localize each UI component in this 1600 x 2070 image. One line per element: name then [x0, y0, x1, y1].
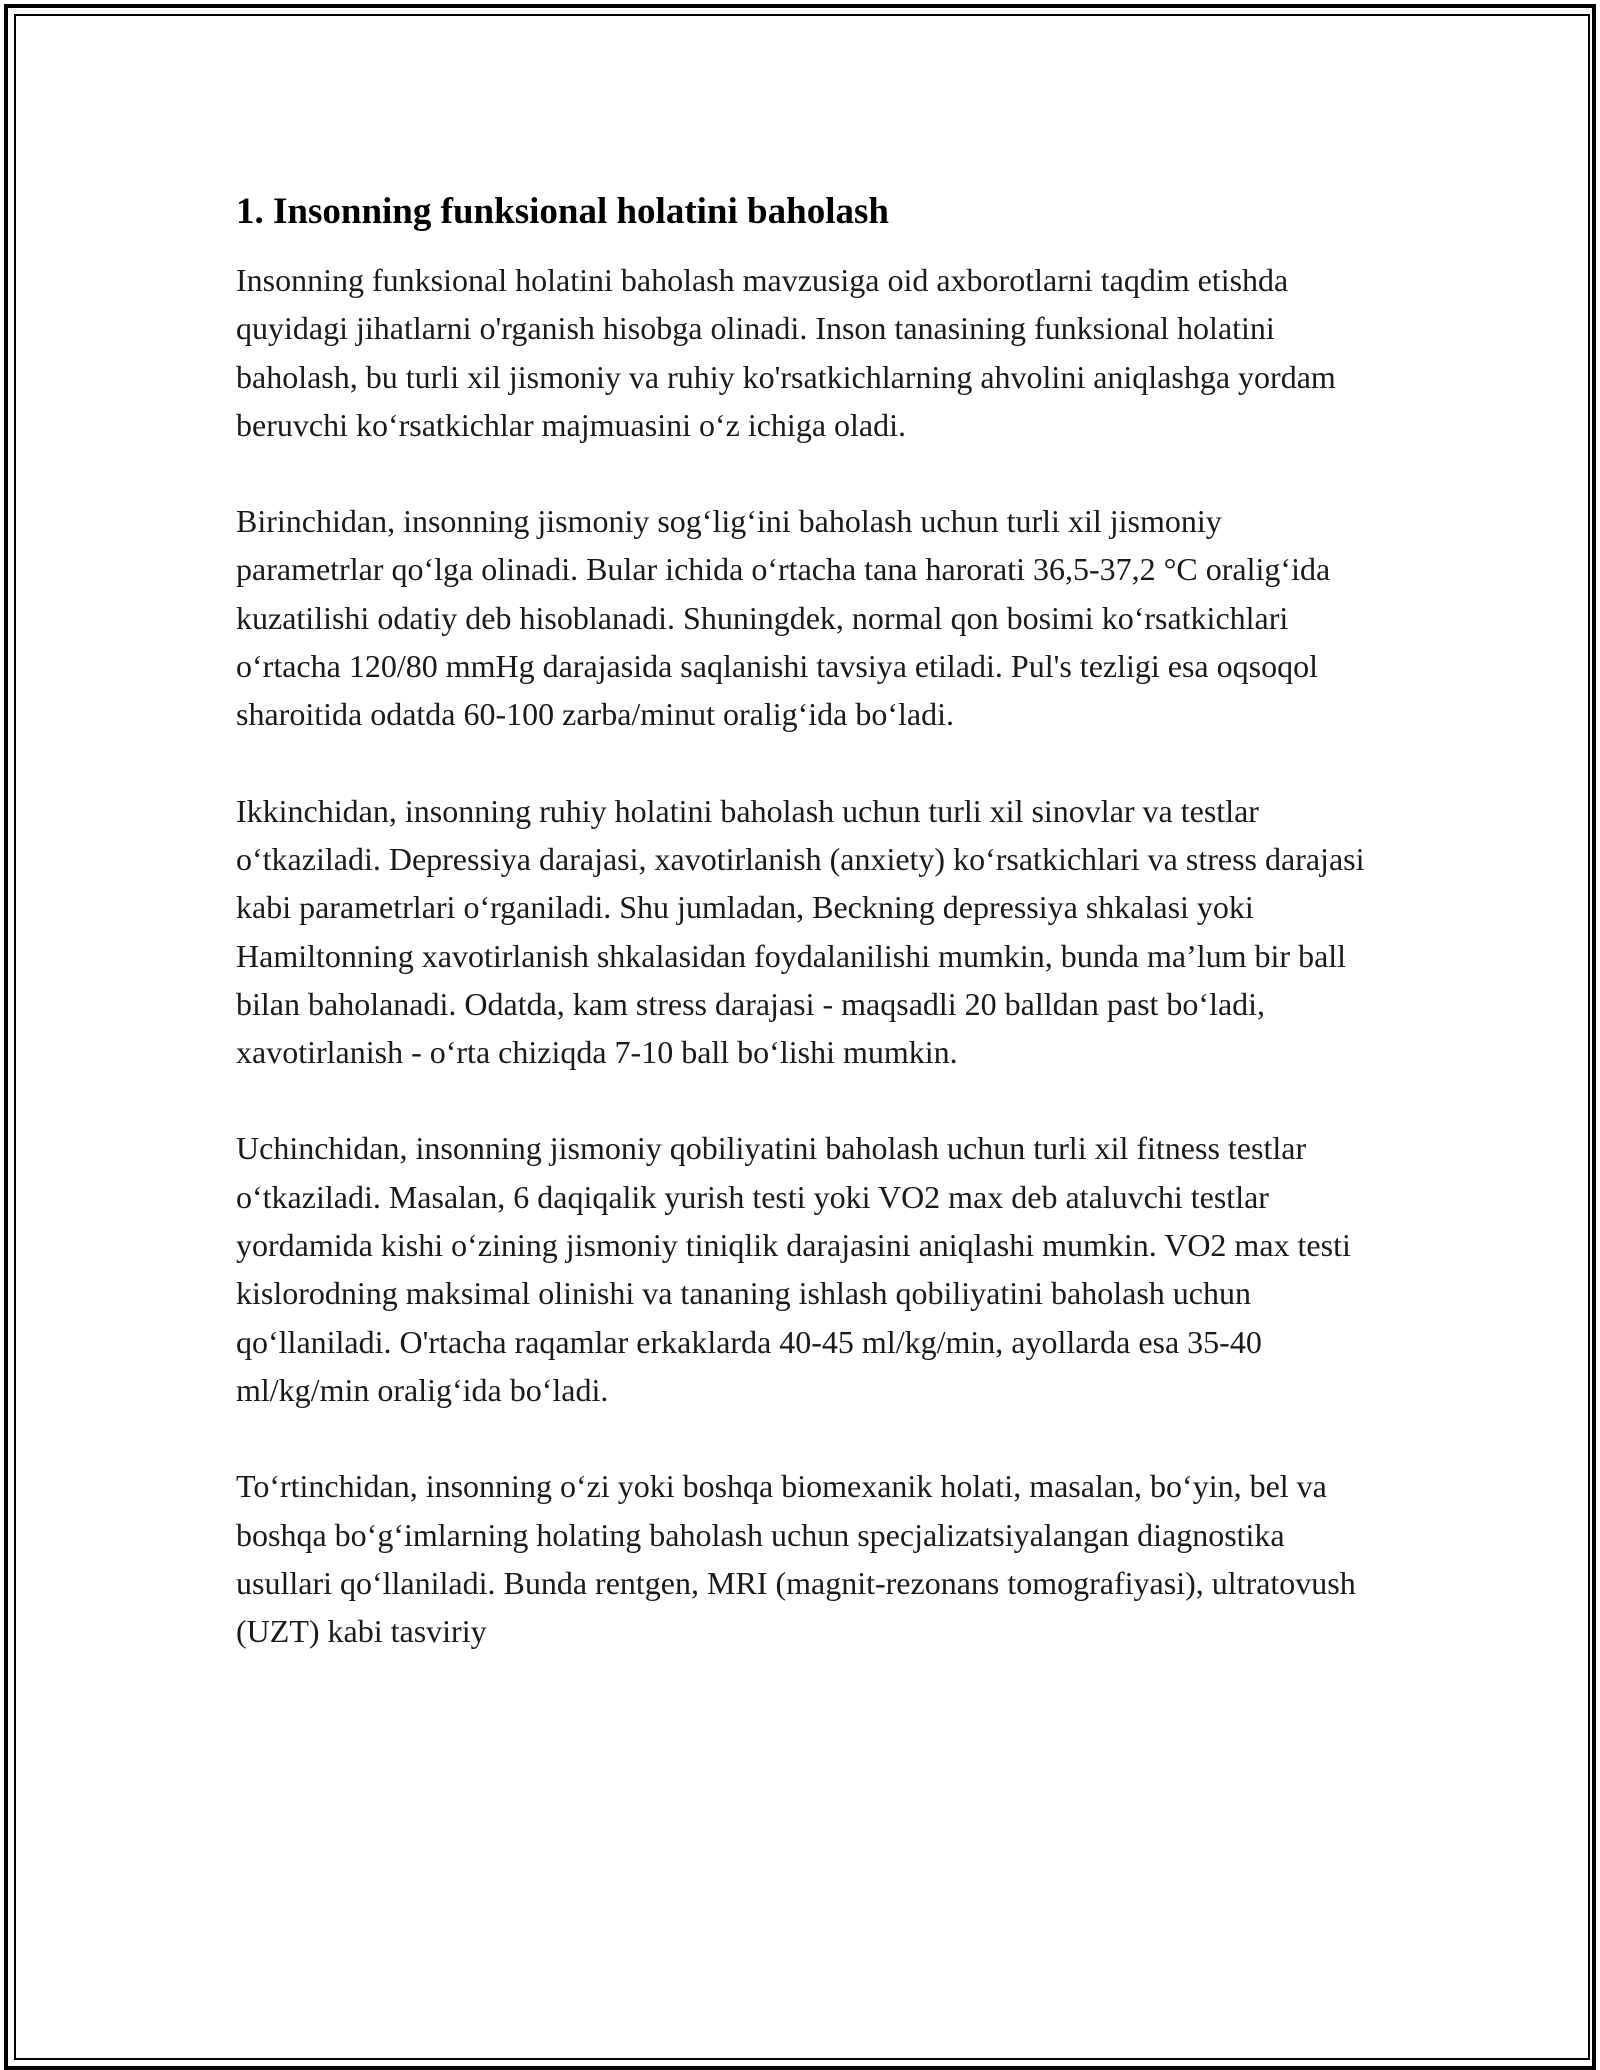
paragraph-physical-ability: Uchinchidan, insonning jismoniy qobiliyatini baholash uchun turli xil fitness testlar oʻtkaziladi. Masalan, 6 daqiqalik yurish testi yoki VO2 max deb ataluvchi testlar yordamida kishi oʻzining jismoniy tiniqlik darajasini aniqlashi mumkin. VO2 max testi kislorodning maksimal olinishi va tananing ishlash qobiliyatini baholash uchun qoʻllaniladi. O'rtacha raqamlar erkaklarda 40-45 ml/kg/min, ayollarda esa 35-40 ml/kg/min oraligʻida boʻladi. [236, 1130, 1351, 1408]
paragraph-intro: Insonning funksional holatini baholash mavzusiga oid axborotlarni taqdim etishda quyidagi jihatlarni o'rganish hisobga olinadi. Inson tanasining funksional holatini baholash, bu turli xil jismoniy va ruhiy ko'rsatkichlarning ahvolini aniqlashga yordam beruvchi koʻrsatkichlar majmuasini oʻz ichiga oladi. [236, 262, 1336, 443]
paragraph-physical-health: Birinchidan, insonning jismoniy sogʻligʻini baholash uchun turli xil jismoniy parametrlar qoʻlga olinadi. Bular ichida oʻrtacha tana harorati 36,5-37,2 °C oraligʻida kuzatilishi odatiy deb hisoblanadi. Shuningdek, normal qon bosimi koʻrsatkichlari oʻrtacha 120/80 mmHg darajasida saqlanishi tavsiya etiladi. Pul's tezligi esa oqsoqol sharoitida odatda 60-100 zarba/minut oraligʻida boʻladi. [236, 503, 1331, 733]
paragraph-biomechanics: Toʻrtinchidan, insonning oʻzi yoki boshqa biomexanik holati, masalan, boʻyin, bel va boshqa boʻgʻimlarning holating baholash uchun specjalizatsiyalangan diagnostika usullari qoʻllaniladi. Bunda rentgen, MRI (magnit-rezonans tomografiyasi), ultratovush (UZT) kabi tasviriy [236, 1468, 1356, 1650]
document-body [236, 186, 1376, 1703]
paragraph-mental-health: Ikkinchidan, insonning ruhiy holatini baholash uchun turli xil sinovlar va testlar oʻtkaziladi. Depressiya darajasi, xavotirlanish (anxiety) koʻrsatkichlari va stress darajasi kabi parametrlari oʻrganiladi. Shu jumladan, Beckning depressiya shkalasi yoki Hamiltonning xavotirlanish shkalasidan foydalanilishi mumkin, bunda maʼlum bir ball bilan baholanadi. Odatda, kam stress darajasi - maqsadli 20 balldan past boʻladi, xavotirlanish - oʻrta chiziqda 7-10 ball boʻlishi mumkin. [236, 792, 1365, 1071]
section-title: 1. Insonning funksional holatini baholash [236, 191, 889, 232]
